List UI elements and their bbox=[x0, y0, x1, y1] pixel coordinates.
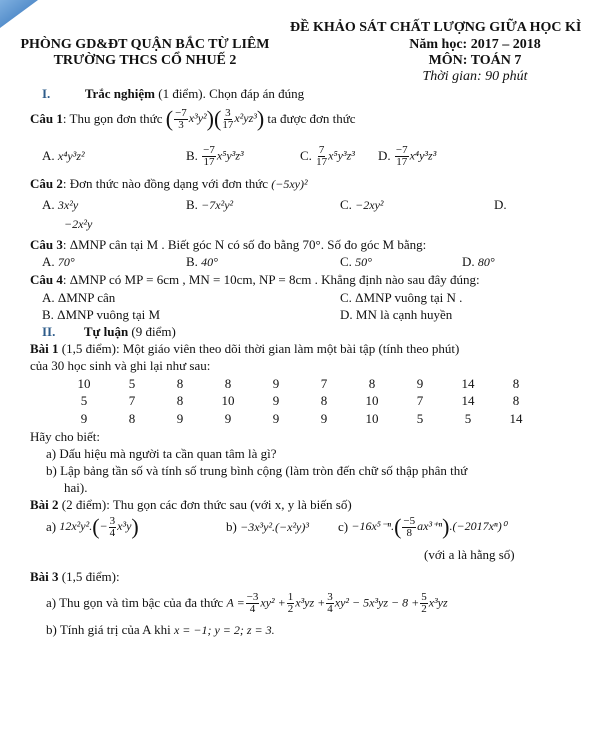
fraction-denominator: 2 bbox=[287, 602, 294, 615]
fraction-denominator: 2 bbox=[421, 602, 427, 615]
fraction-numerator: 7 bbox=[318, 143, 325, 156]
exercise-2-note: (với a là hằng số) bbox=[424, 547, 515, 562]
option-key: D. bbox=[378, 148, 391, 163]
exercise-1-prompt: Hãy cho biết: bbox=[30, 429, 101, 444]
q4-option-a[interactable] bbox=[42, 290, 115, 306]
polynomial-expression bbox=[226, 592, 447, 615]
q1-option-a[interactable] bbox=[42, 142, 85, 170]
question-2-expression: (−5xy)² bbox=[271, 177, 308, 191]
term: ax³⁺ⁿ bbox=[417, 518, 443, 533]
option-value: 70° bbox=[57, 255, 75, 269]
fraction-numerator: −5 bbox=[403, 514, 416, 527]
q3-option-c[interactable] bbox=[340, 254, 372, 270]
q4-option-b[interactable] bbox=[42, 307, 160, 323]
fraction-numerator: 3 bbox=[109, 514, 116, 527]
option-key: A. bbox=[42, 254, 55, 269]
data-cell: 10 bbox=[77, 376, 91, 391]
term: x³yz bbox=[428, 594, 448, 609]
data-cell: 8 bbox=[176, 393, 184, 408]
option-key: A. bbox=[42, 290, 55, 305]
question-4 bbox=[30, 272, 480, 288]
option-value: ΔMNP vuông tại M bbox=[57, 307, 161, 322]
data-cell: 8 bbox=[176, 376, 184, 391]
question-3-text: : ΔMNP cân tại M . Biết góc N có số đo bằng 70°. Số đo góc M bằng: bbox=[62, 237, 427, 252]
exercise-2-part-b bbox=[226, 512, 309, 542]
option-key: C. bbox=[300, 148, 312, 163]
fraction-denominator: 17 bbox=[316, 155, 328, 168]
exercise-1-text-2: của 30 học sinh và ghi lại như sau: bbox=[30, 358, 211, 373]
option-value: ΔMNP vuông tại N . bbox=[355, 290, 463, 305]
fraction-denominator: 17 bbox=[396, 155, 408, 168]
exercise-2-label: Bài 2 bbox=[30, 497, 59, 512]
q3-option-a[interactable] bbox=[42, 254, 75, 270]
option-key: D. bbox=[462, 254, 475, 269]
exam-time: Thời gian: 90 phút bbox=[422, 69, 528, 84]
term: xy² − 5x³yz − 8 + bbox=[334, 594, 420, 609]
option-key: D. bbox=[340, 307, 353, 322]
exercise-2-part-c: c) −16x⁵⁻ⁿ.( $\frac{-5}{8}$ ax³⁺ⁿ).(−2017xⁿ)⁰ bbox=[338, 514, 507, 539]
option-key: B. bbox=[42, 307, 54, 322]
data-cell: 8 bbox=[320, 393, 328, 408]
question-2-label: Câu 2 bbox=[30, 176, 63, 191]
exercise-3-part-b bbox=[46, 622, 275, 638]
term: xy² + bbox=[260, 594, 286, 609]
question-3 bbox=[30, 237, 426, 253]
question-1-expression: ( $\frac{-7}{3}$ x³y²)( $\frac{3}{17}$ x²yz³) bbox=[165, 106, 265, 131]
q2-option-d-value bbox=[64, 216, 92, 232]
question-4-label: Câu 4 bbox=[30, 272, 63, 287]
question-2 bbox=[30, 176, 308, 192]
data-row bbox=[60, 376, 540, 392]
data-cell: 5 bbox=[128, 376, 136, 391]
q2-option-a[interactable] bbox=[42, 197, 78, 213]
data-cell: 5 bbox=[416, 411, 424, 426]
question-1-label: Câu 1 bbox=[30, 111, 63, 126]
q1-option-b[interactable] bbox=[186, 142, 244, 170]
q2-option-d[interactable] bbox=[494, 197, 507, 213]
exercise-2 bbox=[30, 497, 352, 513]
data-cell: 10 bbox=[365, 393, 379, 408]
question-1 bbox=[30, 104, 356, 134]
option-key: C. bbox=[340, 290, 352, 305]
q3-option-d[interactable] bbox=[462, 254, 495, 270]
corner-decoration bbox=[0, 0, 60, 30]
exercise-3 bbox=[30, 569, 120, 585]
data-cell: 9 bbox=[272, 376, 280, 391]
exam-title: ĐỀ KHẢO SÁT CHẤT LƯỢNG GIỮA HỌC KÌ bbox=[290, 20, 582, 35]
term: A = bbox=[226, 594, 245, 609]
option-key: C. bbox=[340, 254, 352, 269]
data-cell: 8 bbox=[512, 393, 520, 408]
exercise-1-part-b: b) Lập bảng tần số và tính số trung bình cộng (làm tròn đến chữ số thập phân thứ bbox=[46, 463, 468, 478]
data-cell: 8 bbox=[128, 411, 136, 426]
data-row bbox=[60, 393, 540, 409]
data-cell: 7 bbox=[320, 376, 328, 391]
option-key: A. bbox=[42, 197, 55, 212]
exercise-2-text: (2 điểm): Thu gọn các đơn thức sau (với x, y là biến số) bbox=[58, 497, 352, 512]
option-value: −7x²y² bbox=[201, 198, 234, 212]
data-cell: 9 bbox=[176, 411, 184, 426]
exercise-1 bbox=[30, 341, 459, 357]
data-cell: 9 bbox=[80, 411, 88, 426]
section-1-title: Trắc nghiệm bbox=[84, 86, 155, 101]
fraction-numerator: −7 bbox=[175, 106, 187, 119]
q1-option-d[interactable] bbox=[378, 142, 436, 170]
term: x = −1; y = 2; z = 3. bbox=[173, 623, 275, 637]
fraction-numerator: −7 bbox=[395, 143, 408, 156]
department-name: PHÒNG GD&ĐT QUẬN BẮC TỪ LIÊM bbox=[20, 37, 270, 52]
section-1-heading bbox=[42, 86, 304, 102]
section-2-number: II. bbox=[42, 324, 56, 339]
exercise-1-text: (1,5 điểm): Một giáo viên theo dõi thời gian làm một bài tập (tính theo phút) bbox=[58, 341, 460, 356]
fraction-numerator: 1 bbox=[287, 590, 294, 603]
option-value: −2x²y bbox=[64, 217, 93, 231]
fraction-numerator: 3 bbox=[327, 590, 333, 603]
q4-option-c[interactable] bbox=[340, 290, 462, 306]
term: x³yz + bbox=[295, 594, 326, 609]
data-cell: 9 bbox=[416, 376, 424, 391]
data-cell: 8 bbox=[512, 376, 520, 391]
exercise-3-label: Bài 3 bbox=[30, 569, 59, 584]
term: .(−2017xⁿ)⁰ bbox=[449, 518, 507, 533]
exercise-3-text: (1,5 điểm): bbox=[58, 569, 120, 584]
data-cell: 9 bbox=[272, 393, 280, 408]
data-cell: 7 bbox=[128, 393, 136, 408]
option-value: 80° bbox=[477, 255, 495, 269]
fraction-numerator: 5 bbox=[421, 590, 427, 603]
fraction-denominator: 8 bbox=[406, 526, 413, 539]
fraction-numerator: −3 bbox=[246, 590, 259, 603]
section-2-title: Tự luận bbox=[83, 324, 129, 339]
fraction-denominator: 4 bbox=[109, 526, 116, 539]
fraction-denominator: 17 bbox=[203, 155, 215, 168]
data-row bbox=[60, 411, 540, 427]
part-key: c) bbox=[338, 519, 349, 534]
data-cell: 9 bbox=[224, 411, 232, 426]
option-value: x⁵y³z³ bbox=[328, 147, 355, 162]
q2-option-b[interactable] bbox=[186, 197, 233, 213]
fraction-numerator: −7 bbox=[203, 143, 215, 156]
exercise-3-part-a bbox=[46, 588, 448, 618]
school-name: TRƯỜNG THCS CỔ NHUẾ 2 bbox=[53, 53, 237, 68]
option-key: D. bbox=[494, 197, 507, 212]
question-4-text: : ΔMNP có MP = 6cm , MN = 10cm, NP = 8cm . Khẳng định nào sau đây đúng: bbox=[62, 272, 480, 287]
option-key: C. bbox=[340, 197, 352, 212]
fraction-denominator: 3 bbox=[178, 118, 184, 131]
option-value: x⁴y³z² bbox=[57, 148, 85, 163]
data-cell: 7 bbox=[416, 393, 424, 408]
q3-option-b[interactable] bbox=[186, 254, 218, 270]
option-value: ΔMNP cân bbox=[57, 290, 116, 305]
section-2-heading bbox=[42, 324, 176, 340]
data-cell: 9 bbox=[272, 411, 280, 426]
data-cell: 8 bbox=[224, 376, 232, 391]
option-key: B. bbox=[186, 197, 198, 212]
exercise-1-part-b-cont: hai). bbox=[64, 480, 88, 495]
data-cell: 14 bbox=[509, 411, 523, 426]
exercise-2-part-a: a) 12x²y².(− $\frac{3}{4}$ x³y) bbox=[46, 514, 139, 539]
q1-option-c[interactable] bbox=[300, 142, 355, 170]
school-year: Năm học: 2017 – 2018 bbox=[409, 37, 541, 52]
term: −16x⁵⁻ⁿ. bbox=[351, 518, 395, 533]
part-key: a) bbox=[46, 519, 57, 534]
section-2-subtitle: (9 điểm) bbox=[128, 324, 176, 339]
data-cell: 5 bbox=[80, 393, 88, 408]
subject: MÔN: TOÁN 7 bbox=[428, 53, 522, 68]
question-1-text: : Thu gọn đơn thức bbox=[62, 111, 163, 126]
option-value: x⁵y³z³ bbox=[216, 147, 244, 162]
exercise-1-part-a: a) Dấu hiệu mà người ta cần quan tâm là gì? bbox=[46, 446, 277, 461]
fraction-denominator: 4 bbox=[249, 602, 256, 615]
data-cell: 9 bbox=[320, 411, 328, 426]
section-1-subtitle: (1 điểm). Chọn đáp án đúng bbox=[154, 86, 305, 101]
section-1-number: I. bbox=[42, 86, 51, 101]
option-key: B. bbox=[186, 148, 198, 163]
option-value: 3x²y bbox=[57, 198, 79, 212]
question-1-text-after: ta được đơn thức bbox=[267, 111, 356, 126]
term: x³y² bbox=[188, 110, 207, 125]
data-cell: 8 bbox=[368, 376, 376, 391]
data-cell: 5 bbox=[464, 411, 472, 426]
q2-option-c[interactable] bbox=[340, 197, 384, 213]
option-value: x⁴y³z³ bbox=[409, 147, 437, 162]
option-value: 40° bbox=[201, 255, 218, 269]
part-key: b) bbox=[226, 519, 237, 534]
question-2-text: : Đơn thức nào đồng dạng với đơn thức bbox=[62, 176, 269, 191]
exercise-1-label: Bài 1 bbox=[30, 341, 59, 356]
data-cell: 14 bbox=[461, 376, 475, 391]
part-text: b) Tính giá trị của A khi bbox=[46, 622, 171, 637]
fraction-numerator: 3 bbox=[225, 106, 231, 119]
question-3-label: Câu 3 bbox=[30, 237, 63, 252]
fraction-denominator: 4 bbox=[327, 602, 333, 615]
data-cell: 10 bbox=[221, 393, 235, 408]
term: 12x²y². bbox=[59, 518, 93, 533]
q4-option-d[interactable] bbox=[340, 307, 452, 323]
option-key: A. bbox=[42, 148, 55, 163]
data-cell: 10 bbox=[365, 411, 379, 426]
option-value: 50° bbox=[355, 255, 372, 269]
option-value: −2xy² bbox=[355, 198, 384, 212]
part-text: a) Thu gọn và tìm bậc của đa thức bbox=[46, 595, 224, 610]
term: −3x³y².(−x²y)³ bbox=[240, 519, 309, 534]
term: x³y bbox=[117, 518, 132, 533]
term: x²yz³ bbox=[234, 110, 257, 125]
option-key: B. bbox=[186, 254, 198, 269]
data-cell: 14 bbox=[461, 393, 475, 408]
option-value: MN là cạnh huyền bbox=[355, 307, 453, 322]
fraction-denominator: 17 bbox=[222, 118, 234, 131]
